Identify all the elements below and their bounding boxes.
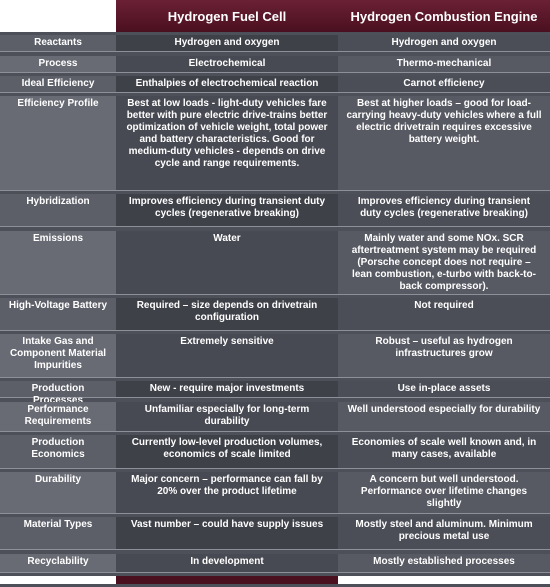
fuel-cell-value: Best at low loads - light-duty vehicles fare better with pure electric drive-trains better optimization of vehicle weight, total power and battery characteristics. Good for medium-duty vehicles - depends on drive cycle and range requirements. (116, 96, 338, 191)
row-label: Material Types (0, 517, 116, 550)
table-footer (0, 576, 550, 584)
row-label: Production Economics (0, 435, 116, 469)
combustion-value: Thermo-mechanical (338, 56, 550, 73)
combustion-value: Well understood especially for durability (338, 402, 550, 432)
row-label: Efficiency Profile (0, 96, 116, 191)
row-label: Emissions (0, 231, 116, 295)
header-combustion-engine: Hydrogen Combustion Engine (338, 0, 550, 32)
row-label: Process (0, 56, 116, 73)
row-label: Reactants (0, 35, 116, 52)
header-fuel-cell: Hydrogen Fuel Cell (116, 0, 338, 32)
footer-right (338, 576, 550, 584)
fuel-cell-value: Water (116, 231, 338, 295)
combustion-value: Not required (338, 298, 550, 331)
row-label: Ideal Efficiency (0, 76, 116, 93)
header-blank-cell (0, 0, 116, 32)
fuel-cell-value: Extremely sensitive (116, 334, 338, 378)
row-label: Performance Requirements (0, 402, 116, 432)
row-label: Hybridization (0, 194, 116, 227)
fuel-cell-value: Major concern – performance can fall by 20% over the product lifetime (116, 472, 338, 514)
row-label: Intake Gas and Component Material Impurities (0, 334, 116, 378)
fuel-cell-value: Currently low-level production volumes, economics of scale limited (116, 435, 338, 469)
fuel-cell-value: Improves efficiency during transient duty cycles (regenerative breaking) (116, 194, 338, 227)
combustion-value: Economies of scale well known and, in many cases, available (338, 435, 550, 469)
footer-left (0, 576, 116, 584)
combustion-value: Hydrogen and oxygen (338, 35, 550, 52)
combustion-value: Mainly water and some NOx. SCR aftertreatment system may be required (Porsche concept does not require – lean combustion, e-turbo with back-to-back compressor). (338, 231, 550, 295)
combustion-value: Mostly established processes (338, 554, 550, 573)
fuel-cell-value: Hydrogen and oxygen (116, 35, 338, 52)
fuel-cell-value: Vast number – could have supply issues (116, 517, 338, 550)
fuel-cell-value: Required – size depends on drivetrain configuration (116, 298, 338, 331)
fuel-cell-value: In development (116, 554, 338, 573)
combustion-value: Improves efficiency during transient duty cycles (regenerative breaking) (338, 194, 550, 227)
row-label: Durability (0, 472, 116, 514)
row-label: High-Voltage Battery (0, 298, 116, 331)
fuel-cell-value: Unfamiliar especially for long-term durability (116, 402, 338, 432)
combustion-value: Best at higher loads – good for load-carrying heavy-duty vehicles where a full electric drivetrain requires excessive battery weight. (338, 96, 550, 191)
fuel-cell-value: Enthalpies of electrochemical reaction (116, 76, 338, 93)
combustion-value: A concern but well understood. Performance over lifetime changes slightly (338, 472, 550, 514)
combustion-value: Mostly steel and aluminum. Minimum precious metal use (338, 517, 550, 550)
combustion-value: Carnot efficiency (338, 76, 550, 93)
footer-fuel-cell (116, 576, 338, 584)
row-label: Recyclability (0, 554, 116, 573)
row-label: Production (0, 381, 116, 398)
fuel-cell-value: Electrochemical (116, 56, 338, 73)
fuel-cell-value: New - require major investments (116, 381, 338, 398)
combustion-value: Use in-place assets (338, 381, 550, 398)
combustion-value: Robust – useful as hydrogen infrastructures grow (338, 334, 550, 378)
